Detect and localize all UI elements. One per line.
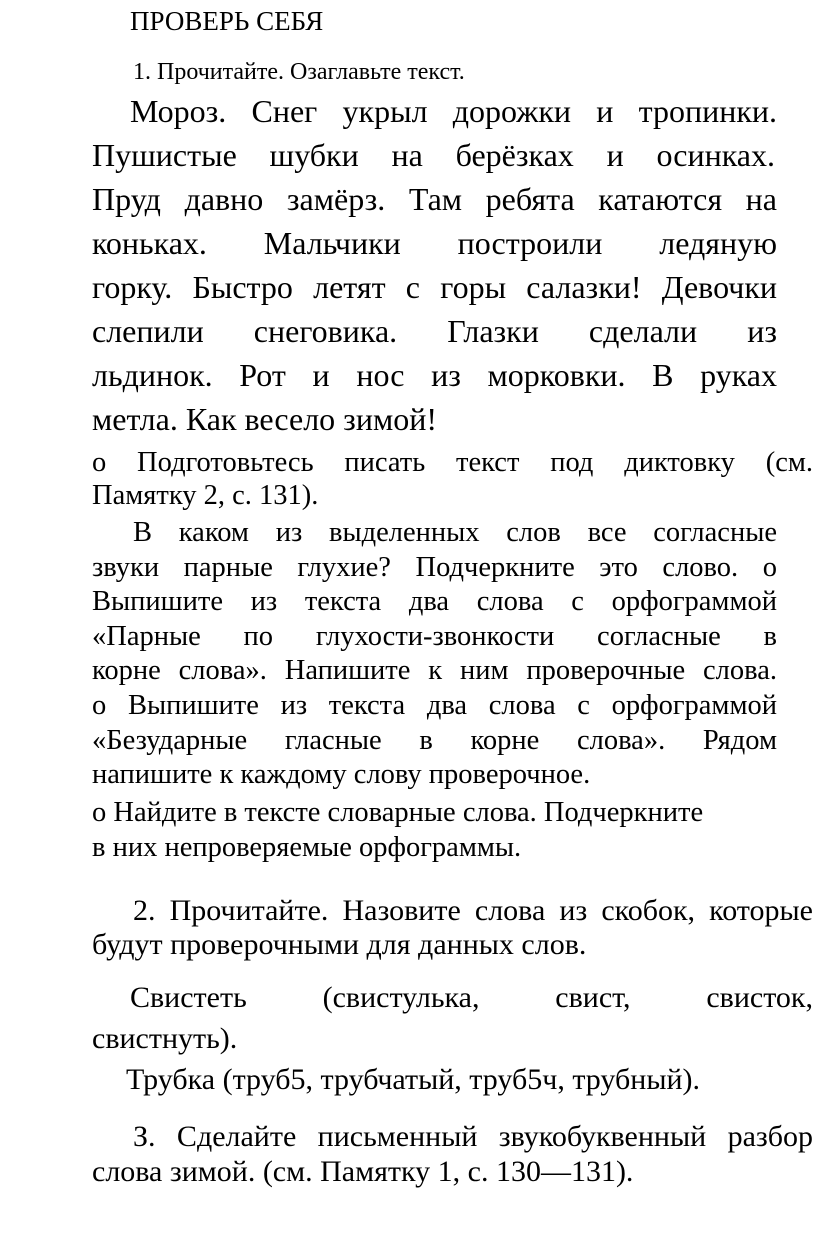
question-line: о Найдите в тексте словарные слова. Подчеркните (92, 797, 704, 828)
text-line: слепили снеговика. Глазки сделали из (92, 313, 777, 349)
question-line: звуки парные глухие? Подчеркните это слово. о (92, 552, 777, 583)
word-item: Свистеть (свистулька, свист, свисток, (130, 981, 813, 1014)
question-line: Памятку 2, с. 131). (92, 480, 319, 511)
task-2-heading: будут проверочными для данных слов. (92, 928, 587, 961)
question-line: «Парные по глухости-звонкости согласные в (92, 621, 777, 652)
text-line: горку. Быстро летят с горы салазки! Девочки (92, 269, 777, 305)
task-2-heading: 2. Прочитайте. Назовите слова из скобок, которые (133, 894, 813, 927)
text-line: коньках. Мальчики построили ледяную (92, 225, 777, 261)
question-line: корне слова». Напишите к ним проверочные слова. (92, 655, 777, 686)
task-3-line: З. Сделайте письменный звукобуквенный разбор (133, 1120, 813, 1153)
task-1-heading: 1. Прочитайте. Озаглавьте текст. (133, 59, 465, 85)
question-line: о Подготовьтесь писать текст под диктовку (см. (92, 447, 813, 478)
text-line: Пруд давно замёрз. Там ребята катаются на (92, 181, 777, 217)
text-line: Пушистые шубки на берёзках и осинках. (92, 137, 775, 173)
question-line: В каком из выделенных слов все согласные (133, 517, 777, 548)
task-3-line: слова зимой. (см. Памятку 1, с. 130—131). (92, 1155, 634, 1188)
question-line: «Безударные гласные в корне слова». Рядом (92, 725, 777, 756)
page-title: ПРОВЕРЬ СЕБЯ (130, 6, 324, 36)
question-line: Выпишите из текста два слова с орфограммой (92, 586, 777, 617)
word-item: Трубка (труб5, трубчатый, труб5ч, трубный). (126, 1063, 701, 1096)
question-line: в них непроверяемые орфограммы. (92, 832, 522, 863)
text-line: льдинок. Рот и нос из морковки. В руках (92, 357, 777, 393)
text-line: Мороз. Снег укрыл дорожки и тропинки. (130, 93, 777, 129)
word-item: свистнуть). (92, 1022, 238, 1055)
question-line: напишите к каждому слову проверочное. (92, 759, 591, 790)
text-line: метла. Как весело зимой! (92, 401, 437, 437)
question-line: о Выпишите из текста два слова с орфограммой (92, 690, 777, 721)
